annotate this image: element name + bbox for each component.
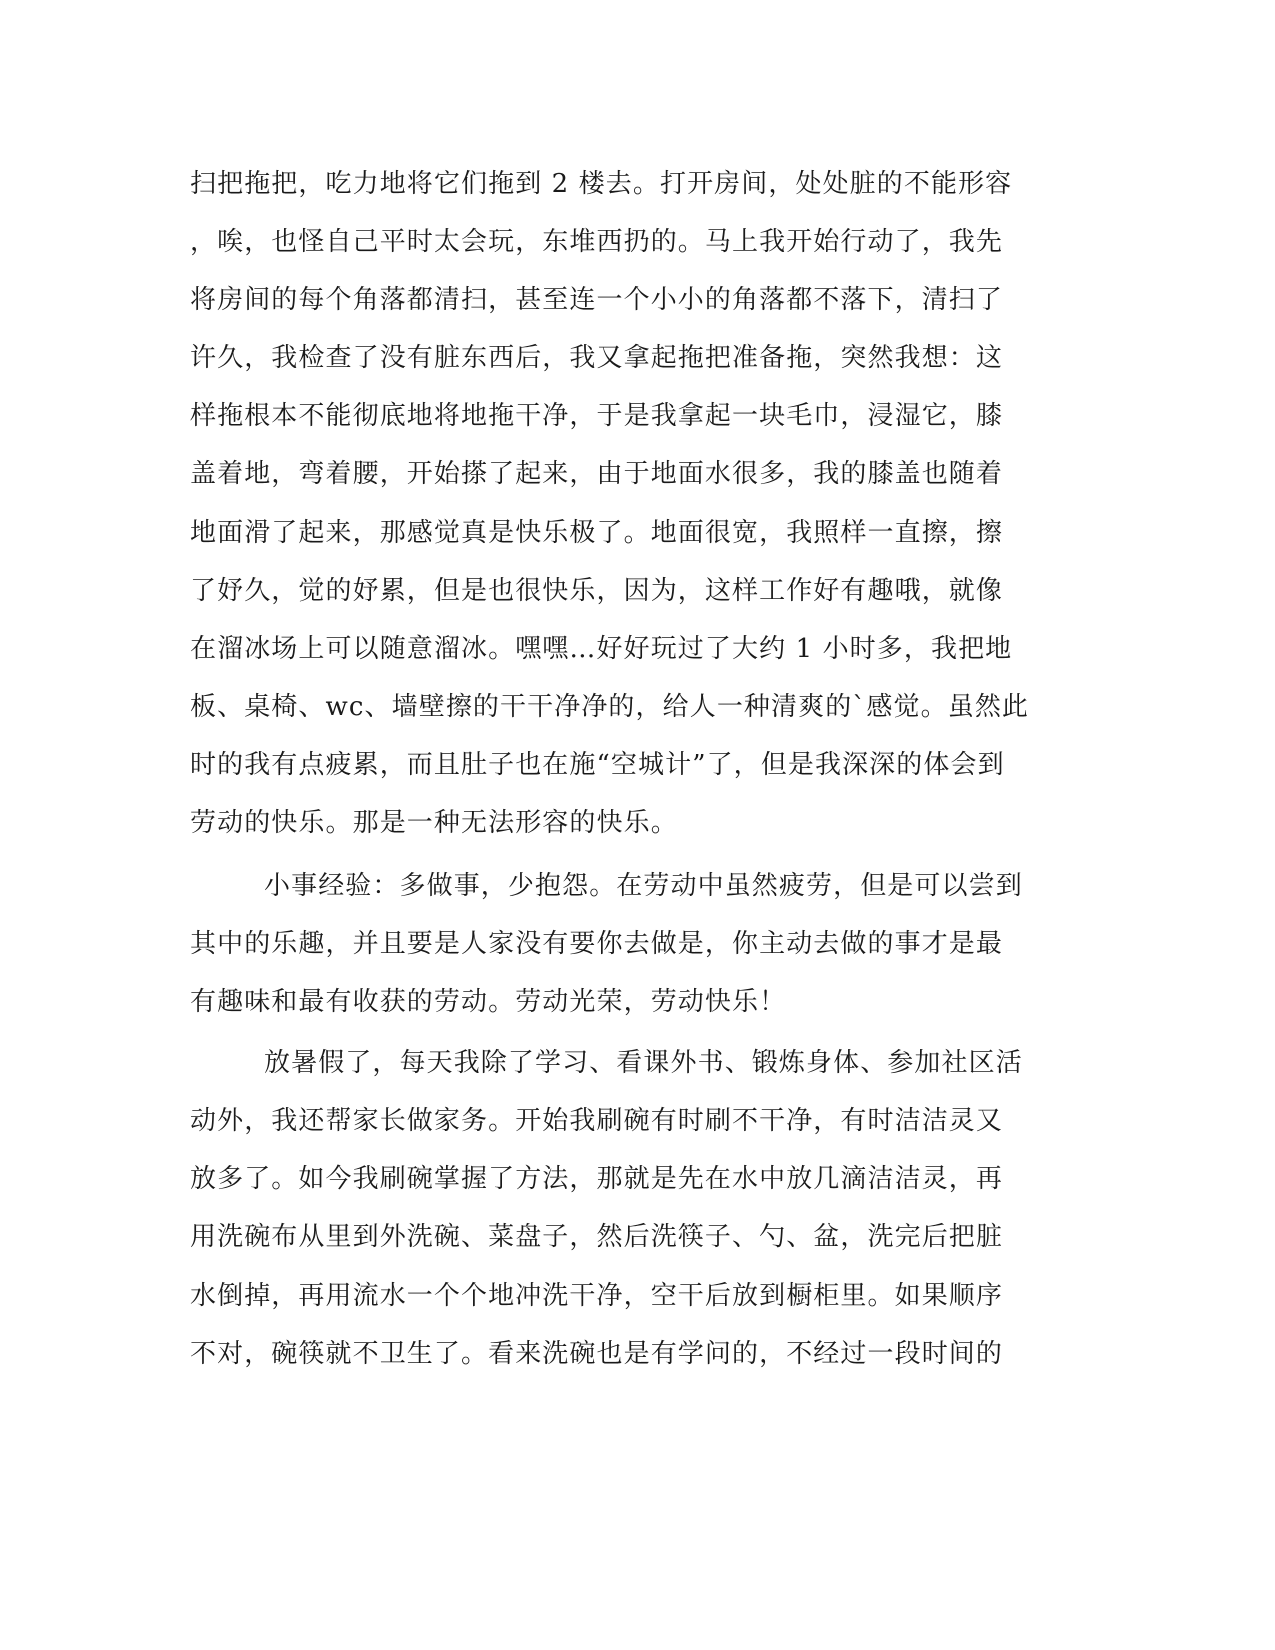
text-line: 许久，我检查了没有脏东西后，我又拿起拖把准备拖，突然我想：这 [190,343,1004,373]
text-line: 扫把拖把，吃力地将它们拖到 2 楼去。打开房间，处处脏的不能形容 [190,169,1013,199]
text-line: 放多了。如今我刷碗掌握了方法，那就是先在水中放几滴洁洁灵，再 [190,1164,1004,1194]
text-line: 了妤久，觉的妤累，但是也很快乐，因为，这样工作好有趣哦，就像 [190,576,1004,606]
text-line: 样拖根本不能彻底地将地拖干净，于是我拿起一块毛巾，浸湿它，膝 [190,401,1004,431]
text-line: 放暑假了，每天我除了学习、看课外书、锻炼身体、参加社区活 [264,1048,1023,1078]
text-line: 时的我有点疲累，而且肚子也在施“空城计”了，但是我深深的体会到 [190,750,1005,780]
text-line: 小事经验：多做事，少抱怨。在劳动中虽然疲劳，但是可以尝到 [264,871,1023,901]
text-line: 地面滑了起来，那感觉真是快乐极了。地面很宽，我照样一直擦，擦 [190,518,1004,548]
text-line: 不对，碗筷就不卫生了。看来洗碗也是有学问的，不经过一段时间的 [190,1339,1004,1369]
text-line: 板、桌椅、wc、墙壁擦的干干净净的，给人一种清爽的`感觉。虽然此 [190,692,1030,722]
text-line: 劳动的快乐。那是一种无法形容的快乐。 [190,808,678,838]
text-line: 其中的乐趣，并且要是人家没有要你去做是，你主动去做的事才是最 [190,929,1004,959]
text-line: 用洗碗布从里到外洗碗、菜盘子，然后洗筷子、勺、盆，洗完后把脏 [190,1222,1004,1252]
text-line: 有趣味和最有收获的劳动。劳动光荣，劳动快乐！ [190,987,787,1017]
text-line: 水倒掉，再用流水一个个地冲洗干净，空干后放到橱柜里。如果顺序 [190,1281,1004,1311]
text-line: 在溜冰场上可以随意溜冰。嘿嘿…好好玩过了大约 1 小时多，我把地 [190,634,1013,664]
text-line: 动外，我还帮家长做家务。开始我刷碗有时刷不干净，有时洁洁灵又 [190,1106,1004,1136]
text-line: ，唉，也怪自己平时太会玩，东堆西扔的。马上我开始行动了，我先 [190,227,1004,257]
text-line: 将房间的每个角落都清扫，甚至连一个小小的角落都不落下，清扫了 [190,285,1004,315]
text-line: 盖着地，弯着腰，开始搽了起来，由于地面水很多，我的膝盖也随着 [190,459,1004,489]
